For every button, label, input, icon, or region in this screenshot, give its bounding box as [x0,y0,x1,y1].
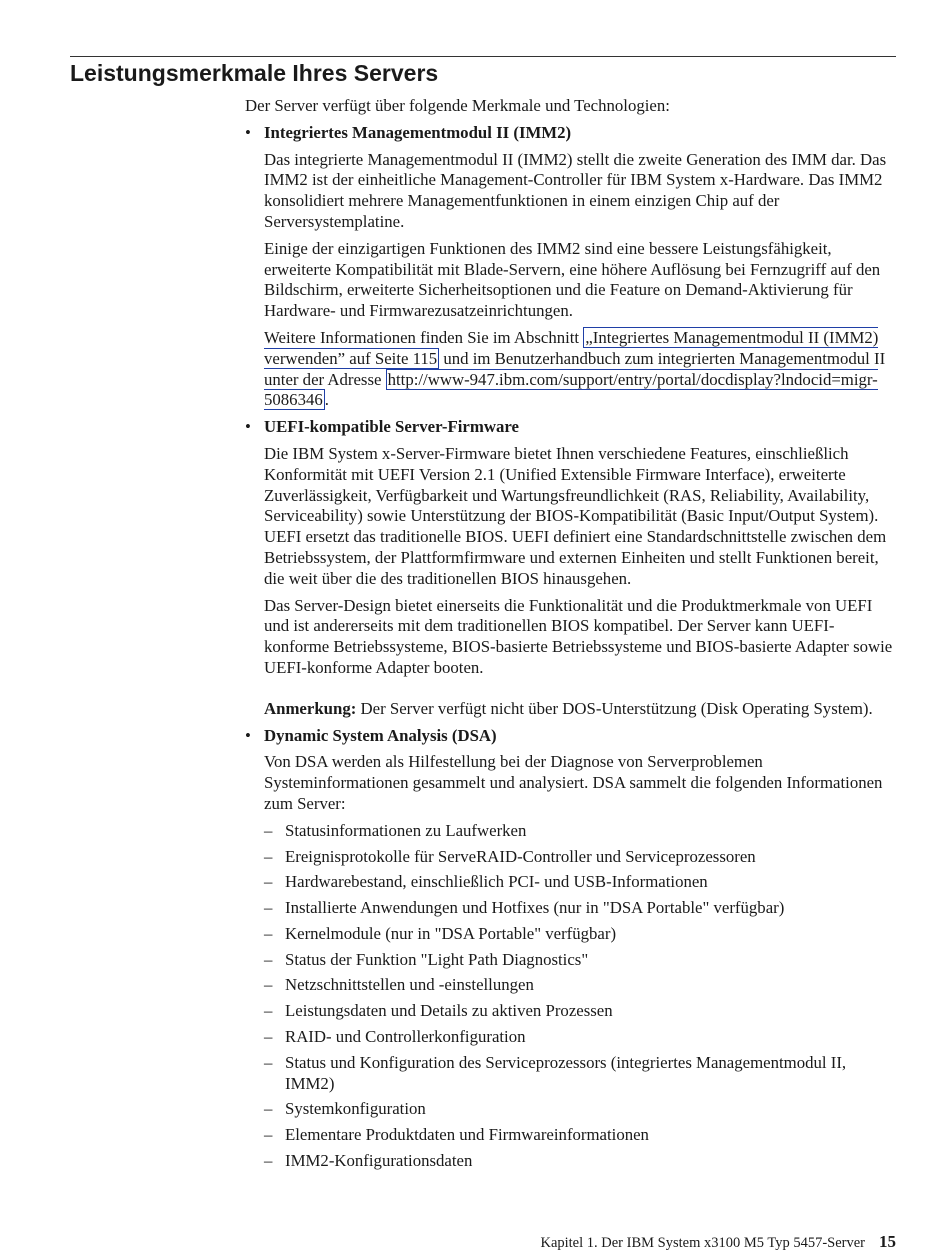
note-label: Anmerkung: [264,698,357,718]
paragraph-with-links [264,328,897,411]
footer-chapter: Kapitel 1. Der IBM System x3100 M5 Typ 5457-Server [540,1235,865,1251]
link-imm2-section[interactable]: „Integriertes Managementmodul II (IMM2) verwenden” auf Seite 115 [264,327,879,368]
list-item [264,1001,897,1022]
list-item-text: Status der Funktion "Light Path Diagnostics" [285,949,589,969]
list-item-text: Elementare Produktdaten und Firmwareinformationen [285,1125,649,1145]
paragraph: Das Server-Design bietet einerseits die Funktionalität und die Produktmerkmale von UEFI und ist andererseits mit dem traditionellen BIOS kompatibel. Der Server kann UEFI-konforme Betriebssysteme, BIOS-basierte Betriebssysteme und BIOS-basierte Adapter sowie UEFI-konforme Adapter booten. [264,595,893,677]
dash-icon: – [264,1099,273,1119]
list-item [264,1099,897,1120]
list-item [264,1151,897,1172]
dash-icon: – [264,1151,273,1171]
note-paragraph [264,699,897,720]
list-item [264,950,897,971]
page-footer [540,1232,896,1252]
list-item-text: Installierte Anwendungen und Hotfixes (nur in "DSA Portable" verfügbar) [285,898,785,918]
list-item [264,975,897,996]
dash-icon: – [264,846,273,866]
intro-paragraph: Der Server verfügt über folgende Merkmale und Technologien: [245,96,670,115]
list-item [264,1053,897,1095]
list-item [264,1125,897,1146]
list-item [264,821,897,842]
top-rule [70,56,896,57]
feature-title: Dynamic System Analysis (DSA) [264,725,497,745]
dash-icon: – [264,872,273,892]
list-item-text: IMM2-Konfigurationsdaten [285,1151,473,1171]
feature-title: Integriertes Managementmodul II (IMM2) [264,122,572,142]
list-item [264,898,897,919]
feature-item-uefi [245,417,897,719]
list-item [264,1027,897,1048]
section-heading: Leistungsmerkmale Ihres Servers [70,60,439,86]
page-number: 15 [879,1232,896,1251]
list-item-text: Hardwarebestand, einschließlich PCI- und USB-Informationen [285,872,708,892]
dash-icon: – [264,949,273,969]
dsa-info-list [264,821,897,1172]
list-item-text: Leistungsdaten und Details zu aktiven Prozessen [285,1001,613,1021]
list-item [264,924,897,945]
dash-icon: – [264,1052,273,1072]
dash-icon: – [264,1027,273,1047]
feature-title: UEFI-kompatible Server-Firmware [264,417,519,437]
dash-icon: – [264,820,273,840]
bullet-icon: • [245,417,251,437]
list-item-text: Statusinformationen zu Laufwerken [285,820,527,840]
feature-item-dsa [245,726,897,1172]
list-item-text: Systemkonfiguration [285,1099,426,1119]
text-fragment: . [324,390,329,410]
list-item [264,872,897,893]
dash-icon: – [264,923,273,943]
dash-icon: – [264,1001,273,1021]
bullet-icon: • [245,122,251,142]
note-text: Der Server verfügt nicht über DOS-Unterstützung (Disk Operating System). [356,698,873,718]
dash-icon: – [264,1125,273,1145]
list-item-text: Kernelmodule (nur in "DSA Portable" verfügbar) [285,923,617,943]
paragraph: Das integrierte Managementmodul II (IMM2) stellt die zweite Generation des IMM dar. Das IMM2 ist der einheitliche Management-Controller für IBM System x-Hardware. Das IMM2 konsolidiert mehrere Managementfunktionen in einem einzigen Chip auf der Serversystemplatine. [264,149,887,231]
list-item [264,847,897,868]
feature-item-imm2 [245,123,897,411]
paragraph: Einige der einzigartigen Funktionen des IMM2 sind eine bessere Leistungsfähigkeit, erweiterte Kompatibilität mit Blade-Servern, eine höhere Auflösung bei Fernzugriff auf den Bildschirm, erweiterte Sicherheitsoptionen und die Feature on Demand-Aktivierung für Hardware- und Firmwarezusatzeinrichtungen. [264,238,881,321]
text-fragment: Weitere Informationen finden Sie im Abschnitt [264,327,584,347]
list-item-text: Netzschnittstellen und -einstellungen [285,975,534,995]
paragraph: Die IBM System x-Server-Firmware bietet Ihnen verschiedene Features, einschließlich Konformität mit UEFI Version 2.1 (Unified Extensible Firmware Interface), erweiterte Zuverlässigkeit, Verfügbarkeit und Wartungsfreundlichkeit (RAS, Reliability, Availability, Serviceability) sowie Unterstützung der BIOS-Kompatibilität (Basic Input/Output System). UEFI ersetzt das traditionelle BIOS. UEFI definiert eine Standardschnittstelle zwischen dem Betriebssystem, der Plattformfirmware und externen Einheiten und stellt Funktionen bereit, die weit über die des traditionellen BIOS hinausgehen. [264,443,887,588]
dash-icon: – [264,975,273,995]
list-item-text: Ereignisprotokolle für ServeRAID-Controller und Serviceprozessoren [285,846,756,866]
list-item-text: RAID- und Controllerkonfiguration [285,1027,526,1047]
list-item-text: Status und Konfiguration des Serviceprozessors (integriertes Managementmodul II, IMM2) [285,1052,847,1093]
text-fragment: und im Benutzerhandbuch zum integrierten Managementmodul II unter der Adresse [264,348,886,389]
dash-icon: – [264,898,273,918]
link-ibm-support-url[interactable]: http://www-947.ibm.com/support/entry/portal/docdisplay?lndocid=migr-5086346 [264,369,878,410]
bullet-icon: • [245,725,251,745]
main-content [245,96,897,1177]
paragraph: Von DSA werden als Hilfestellung bei der Diagnose von Serverproblemen Systeminformationen gesammelt und analysiert. DSA sammelt die folgenden Informationen zum Server: [264,752,883,813]
